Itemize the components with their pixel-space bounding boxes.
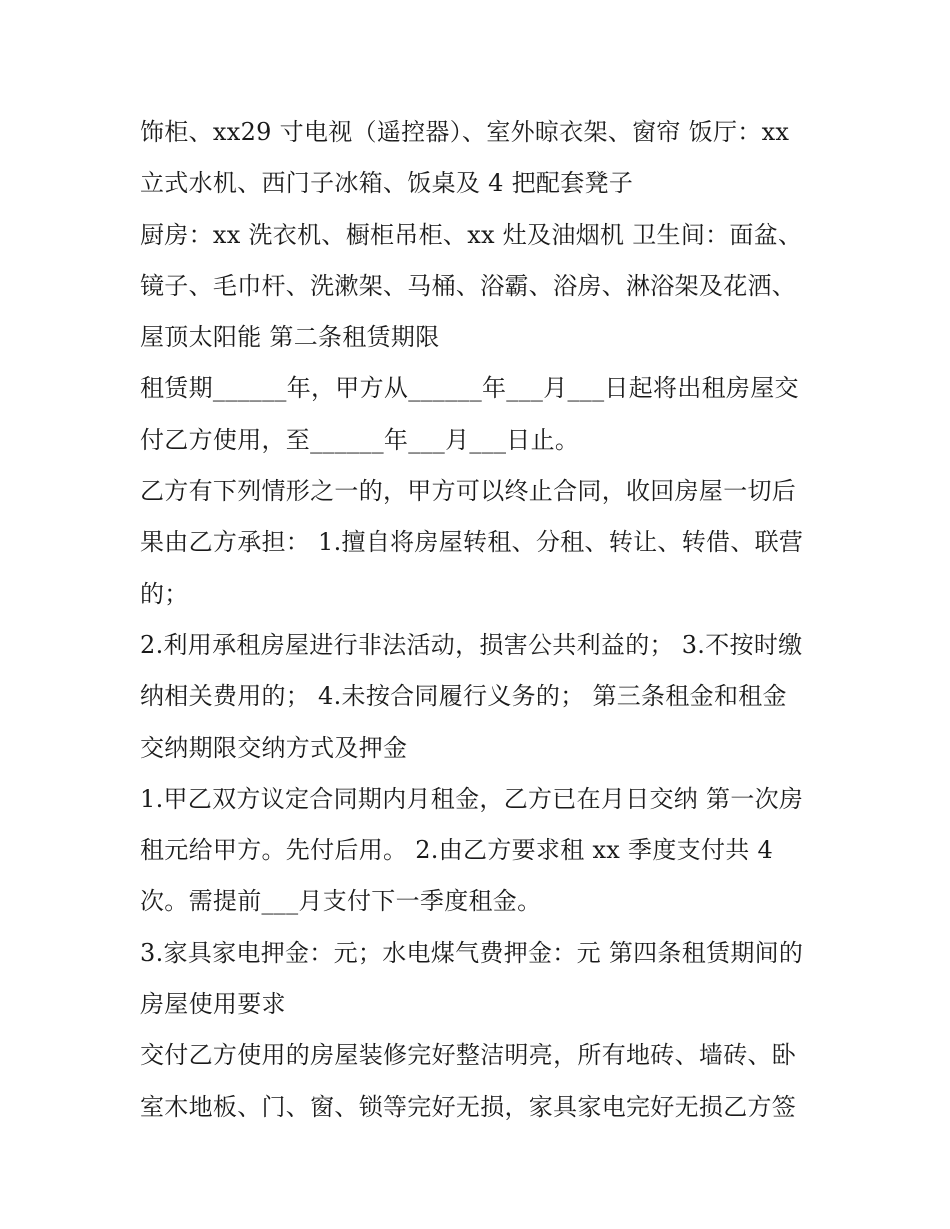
text-line: 饰柜、xx29 寸电视（遥控器）、室外晾衣架、窗帘 饭厅：xx (140, 118, 790, 146)
text-line: 厨房：xx 洗衣机、橱柜吊柜、xx 灶及油烟机 卫生间：面盆、 (140, 220, 803, 249)
text-line: 镜子、毛巾杆、洗漱架、马桶、浴霸、浴房、淋浴架及花洒、 (140, 271, 797, 300)
text-line: 租赁期______年，甲方从______年___月___日起将出租房屋交 (140, 374, 799, 403)
text-line: 乙方有下列情形之一的，甲方可以终止合同，收回房屋一切后 (140, 477, 797, 506)
text-line: 室木地板、门、窗、锁等完好无损，家具家电完好无损乙方签 (140, 1092, 797, 1121)
text-line: 立式水机、西门子冰箱、饭桌及 4 把配套凳子 (140, 169, 634, 198)
text-line: 纳相关费用的； 4.未按合同履行义务的； 第三条租金和租金 (140, 682, 787, 711)
text-line: 屋顶太阳能 第二条租赁期限 (140, 323, 440, 352)
text-line: 的； (140, 579, 189, 608)
text-line: 1.甲乙双方议定合同期内月租金，乙方已在月日交纳 第一次房 (140, 784, 804, 813)
document-body (140, 107, 820, 1133)
text-line: 次。需提前___月支付下一季度租金。 (140, 887, 542, 916)
text-line: 付乙方使用，至______年___月___日止。 (140, 425, 580, 454)
text-line: 交付乙方使用的房屋装修完好整洁明亮，所有地砖、墙砖、卧 (140, 1041, 797, 1070)
text-line: 交纳期限交纳方式及押金 (140, 733, 408, 762)
text-line: 果由乙方承担： 1.擅自将房屋转租、分租、转让、转借、联营 (140, 528, 804, 557)
text-line: 2.利用承租房屋进行非法活动，损害公共利益的； 3.不按时缴 (140, 630, 803, 659)
text-line: 3.家具家电押金：元；水电煤气费押金：元 第四条租赁期间的 (140, 938, 804, 967)
text-line: 房屋使用要求 (140, 990, 286, 1019)
text-line: 租元给甲方。先付后用。 2.由乙方要求租 xx 季度支付共 4 (140, 836, 774, 865)
